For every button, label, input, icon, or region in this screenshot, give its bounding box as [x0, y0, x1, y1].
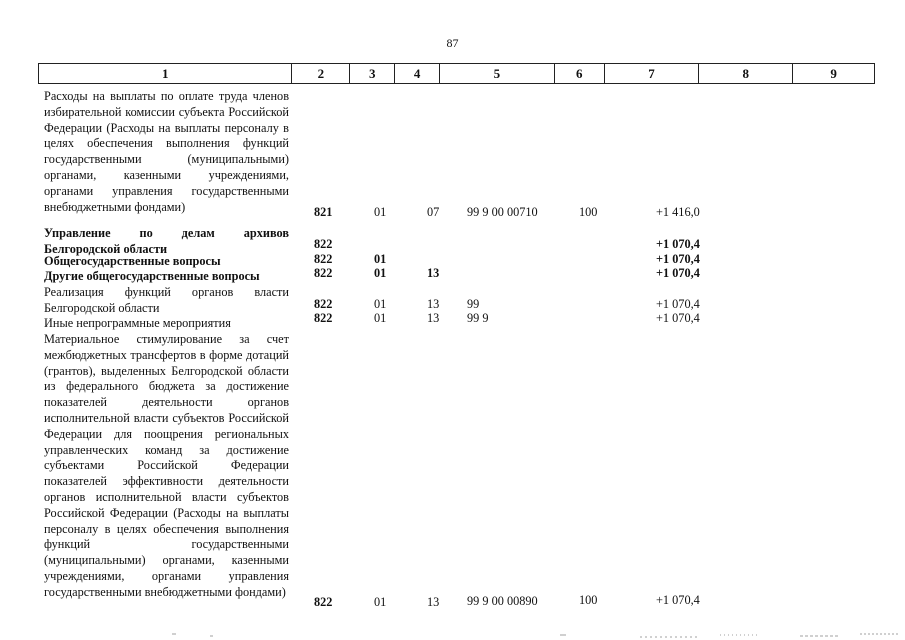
row-description: Общегосударственные вопросы: [44, 254, 221, 268]
row-description: Другие общегосударственные вопросы: [44, 269, 260, 283]
cell-subsection: 13: [427, 311, 440, 325]
cell-amount: +1 070,4: [656, 266, 700, 280]
cell-ministry: 822: [314, 266, 333, 280]
row-description: Иные непрограммные мероприятия: [44, 316, 231, 330]
row-description: Управление по делам архивов Белгородской области: [44, 226, 289, 256]
cell-amount: +1 070,4: [656, 593, 700, 607]
header-col-9: 9: [830, 65, 837, 81]
row-description: Реализация функций органов власти Белгородской области: [44, 285, 289, 315]
cell-amount: +1 416,0: [656, 205, 700, 219]
header-col-3: 3: [350, 64, 395, 83]
page-number: 87: [446, 36, 459, 50]
cell-ministry: 822: [314, 311, 333, 325]
cell-amount: +1 070,4: [656, 311, 700, 325]
header-col-5: 5: [440, 64, 555, 83]
cell-section: 01: [374, 311, 387, 325]
cell-ministry: 822: [314, 252, 333, 266]
cell-section: 01: [374, 205, 387, 219]
cell-subsection: 07: [427, 205, 440, 219]
cell-subsection: 13: [427, 266, 440, 280]
header-col-8: 8: [699, 64, 793, 83]
cell-target-article: 99 9 00 00710: [467, 205, 538, 219]
cell-amount: +1 070,4: [656, 237, 700, 251]
cell-subsection: 13: [427, 297, 440, 311]
cell-ministry: 821: [314, 205, 333, 219]
cell-amount: +1 070,4: [656, 297, 700, 311]
cell-ministry: 822: [314, 237, 333, 251]
header-col-1: 1: [39, 64, 292, 83]
scan-artifacts: [0, 626, 905, 640]
cell-subsection: 13: [427, 595, 440, 609]
cell-section: 01: [374, 252, 387, 266]
header-col-7: 7: [605, 64, 700, 83]
cell-section: 01: [374, 595, 387, 609]
row-description: Расходы на выплаты по оплате труда членов избирательной комиссии субъекта Российской Федерации (Расходы на выплаты персоналу в целях обеспечения выполнения функций государственными (муниципальными) органами, казенными учреждениями, органами управления государственными внебюджетными фондами): [44, 89, 289, 214]
cell-expense-type: 100: [579, 593, 598, 607]
header-col-2: 2: [292, 64, 350, 83]
cell-target-article: 99 9: [467, 311, 489, 325]
cell-target-article: 99 9 00 00890: [467, 594, 538, 608]
cell-section: 01: [374, 266, 387, 280]
cell-ministry: 822: [314, 595, 333, 609]
cell-expense-type: 100: [579, 205, 598, 219]
header-col-4: 4: [395, 64, 440, 83]
cell-section: 01: [374, 297, 387, 311]
cell-ministry: 822: [314, 297, 333, 311]
row-description: Материальное стимулирование за счет межбюджетных трансфертов в форме дотаций (грантов), выделенных Белгородской области из федерального бюджета за достижение показателей деятельности органов исполнительной власти субъектов Российской Федерации для поощрения региональных управленческих команд за достижение субъектами Российской Федерации показателей эффективности деятельности органов исполнительной власти субъектов Российской Федерации (Расходы на выплаты персоналу в целях обеспечения выполнения функций государственными (муниципальными) органами, казенными учреждениями, органами управления государственными внебюджетными фондами): [44, 332, 289, 599]
cell-amount: +1 070,4: [656, 252, 700, 266]
cell-target-article: 99: [467, 297, 480, 311]
header-col-6: 6: [555, 64, 605, 83]
